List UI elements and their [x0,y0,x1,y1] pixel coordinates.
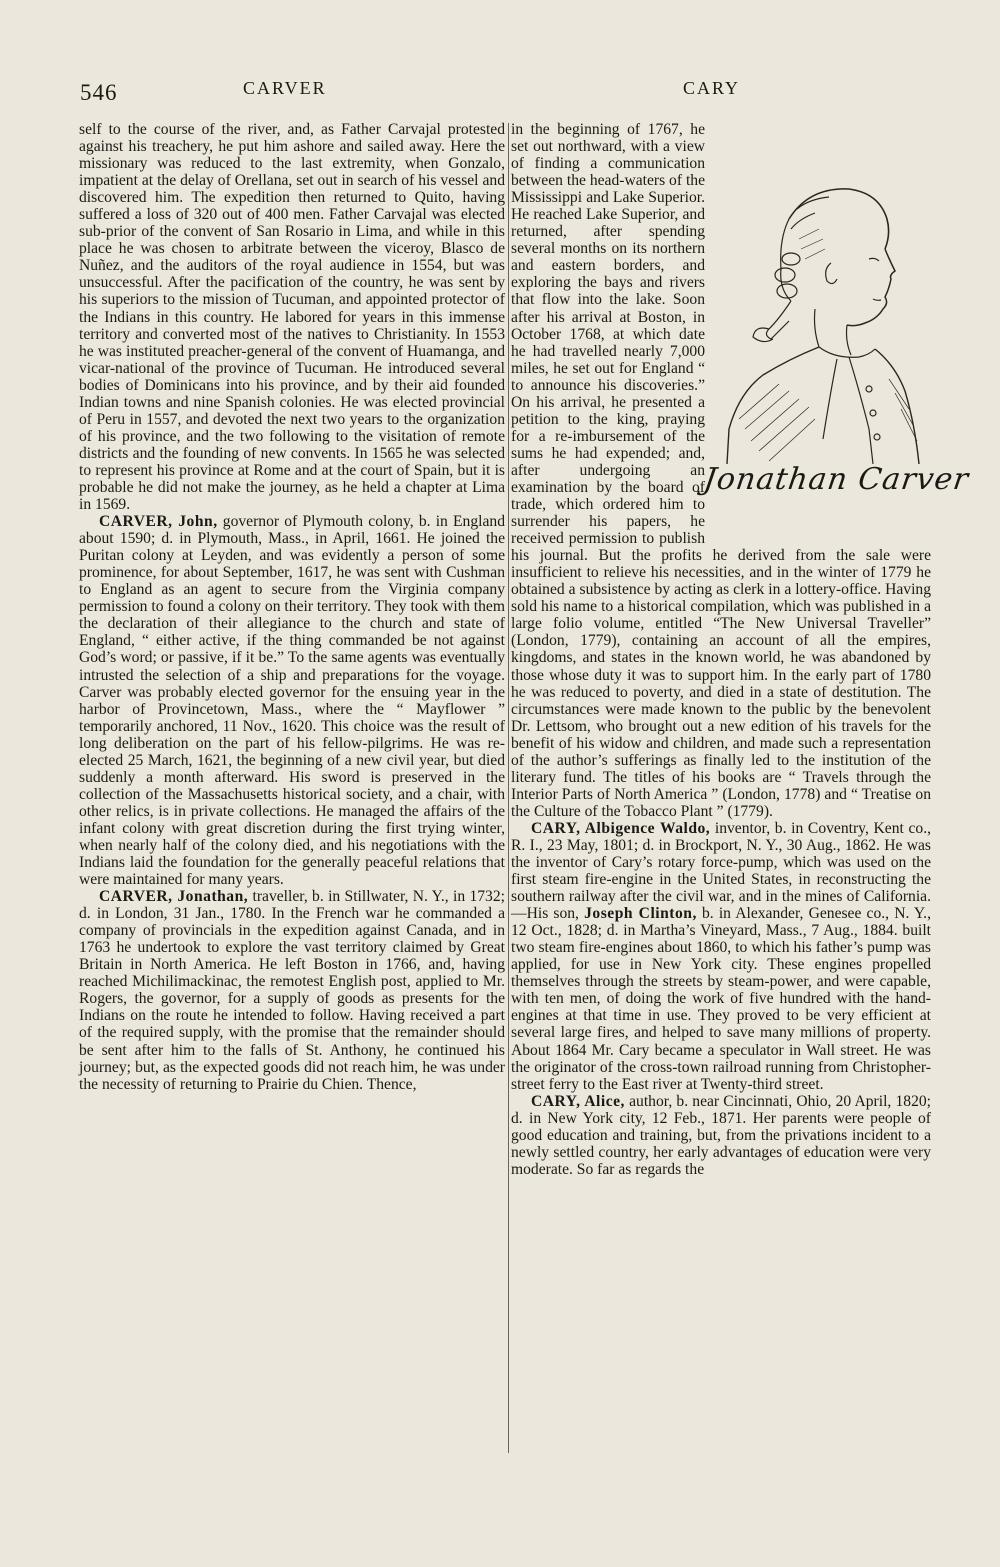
entry-cary-alice [511,1093,931,1178]
entry-cary-albigence [511,820,931,1093]
carver-jonathan-continuation: in the beginning of 1767, he set out northward, with a view of finding a communication between the head-waters of the Mississippi and Lake Superior. He reached Lake Superior, and returned, after spending several months on its northern and eastern borders, and exploring the bays and rivers that flow into the lake. Soon after his arrival at Boston, in October 1768, at which date he had travelled nearly 7,000 miles, he set out for England “ to announce his discoveries.” On his arrival, he presented a petition to the king, praying for a re-imbursement of the sums he had expended; and, after undergoing an examination by the board of trade, which ordered him to surrender his papers, he received permission to publish his journal. But the profits he derived from the sale were insufficient to relieve his necessities, and in the winter of 1779 he obtained a subsistence by acting as clerk in a lottery-office. Having sold his name to a historical compilation, which was published in a large folio volume, entitled “The New Universal Traveller” (London, 1779), containing an account of all the empires, kingdoms, and states in the known world, he was abandoned by those whose duty it was to support him. In the early part of 1780 he was reduced to poverty, and died in a state of destitution. The circumstances were made known to the public by the benevolent Dr. Lettsom, who brought out a new edition of his travels for the benefit of his widow and children, and made such a representation of the author’s sufferings as finally led to the institution of the literary fund. The titles of his books are “ Travels through the Interior Parts of North America ” (London, 1778) and “ Treatise on the Culture of the Tobacco Plant ” (1779). [511,121,931,820]
portrait-engraving [719,179,934,464]
left-column [79,121,505,1093]
column-divider [508,123,509,1453]
entry-text-carver-john: governor of Plymouth colony, b. in England about 1590; d. in Plymouth, Mass., in April, 1661. He joined the Puritan colony at Leyden, and was evidently a person of some prominence, for about September, 1617, he was sent with Cushman to England as an agent to secure from the Virginia company permission to found a colony on their territory. They took with them the declaration of their allegiance to the church and state of England, “ either active, if the thing commanded be not against God’s word; or passive, if it be.” To the same agents was eventually intrusted the selection of a ship and preparations for the voyage. Carver was probably elected governor for the ensuing year in the harbor of Provincetown, Mass., where the “ Mayflower ” temporarily anchored, 11 Nov., 1620. This choice was the result of long deliberation on the part of his fellow-pilgrims. He was re-elected 25 March, 1621, the beginning of a new civil year, but died suddenly a month afterward. His sword is preserved in the collection of the Massachusetts historical society, and a chair, with other relics, is in private collections. He managed the affairs of the infant colony with great discretion during the first trying winter, when nearly half of the colony died, and his negotiations with the Indians laid the foundation for the generally peaceful relations that were maintained for many years. [79,513,506,889]
page-number: 546 [80,80,118,105]
entry-carver-jonathan [79,888,505,1093]
entry-text-cary-alice: author, b. near Cincinnati, Ohio, 20 April, 1820; d. in New York city, 12 Feb., 1871. Her parents were people of good education and training, but, from the privations incident to a newly settled country, her early advantages of education were very moderate. So far as regards the [511,1092,932,1178]
entry-carver-john [79,513,505,888]
entry-text-carver-jonathan: traveller, b. in Stillwater, N. Y., in 1732; d. in London, 31 Jan., 1780. In the French war he commanded a company of provincials in the expedition against Canada, and in 1763 he undertook to explore the vast territory claimed by Great Britain in North America. He left Boston in 1766, and, having reached Michilimackinac, the remotest English post, applied to Mr. Rogers, the governor, for a supply of goods as presents for the Indians on the route he intended to follow. Having received a part of the required supply, with the promise that the remainder should be sent after him to the falls of St. Anthony, he continued his journey; but, as the expected goods did not reach him, he was under the necessity of returning to Prairie du Chien. Thence, [79,888,505,1093]
headword-cary-alice: CARY, Alice, [531,1092,625,1110]
headword-cary-albigence: CARY, Albigence Waldo, [531,819,711,837]
entry-text-cary-albigence-1: inventor, b. in Coventry, Kent co., R. I., 23 May, 1801; d. in Brockport, N. Y., 30 Aug., 1862. He was the inventor of Cary’s rotary force-pump, which was used on the first steam fire-engine in the United States, in reconstructing the southern railway after the civil war, and in the mines of California.—His son, [511,819,932,923]
running-head [0,78,1000,110]
entry-text-cary-albigence-2: b. in Alexander, Genesee co., N. Y., 12 Oct., 1828; d. in Martha’s Vineyard, Mass., 7 Aug., 1884. built two steam fire-engines about 1860, to which his father’s pump was applied, for use in New York city. These engines propelled themselves through the streets by steam-power, and were capable, with ten men, of doing the work of five hundred with the hand-engines at that time in use. They proved to be very efficient at several large fires, and helped to save many millions of property. About 1864 Mr. Cary became a speculator in Wall street. He was the originator of the cross-town railroad running from Christopher-street ferry to the East river at Twenty-third street. [511,905,931,1093]
jonathan-carver-signature: Jonathan Carver [701,462,972,497]
headword-carver-john: CARVER, John, [99,513,218,531]
headword-carver-jonathan: CARVER, Jonathan, [99,888,249,906]
left-running-title: CARVER [243,78,327,98]
right-running-title: CARY [683,78,741,98]
portrait-figure [701,179,972,529]
carvajal-continuation: self to the course of the river, and, as Father Carvajal protested against his treachery, he put him ashore and sailed away. Here the missionary was reduced to the last extremity, when Gonzalo, impatient at the delay of Orellana, set out in search of his vessel and discovered him. The expedition then returned to Quito, having suffered a loss of 320 out of 400 men. Father Carvajal was elected sub-prior of the convent of San Rosario in Lima, and while in this place he was chosen to arbitrate between the viceroy, Blasco de Nuñez, and the auditors of the royal audience in 1554, but was unsuccessful. After the pacification of the country, he was sent by his superiors to the mission of Tucuman, and appointed protector of the Indians in this country. He labored for years in this immense territory and converted most of the natives to Christianity. In 1553 he was instituted preacher-general of the convent of Huamanga, and vicar-national of the province of Tucuman. He introduced several bodies of Dominicans into his province, and by their aid founded Indian towns and nine Spanish colonies. He was elected provincial of Peru in 1557, and devoted the next two years to the organization of his province, and the two following to the visitation of remote districts and the founding of new convents. In 1565 he was selected to represent his province at Rome and at the court of Spain, but it is probable he did not make the journey, as he held a chapter at Lima in 1569. [79,121,505,514]
right-column [511,121,972,1178]
subhead-joseph-clinton: Joseph Clinton, [584,905,697,923]
